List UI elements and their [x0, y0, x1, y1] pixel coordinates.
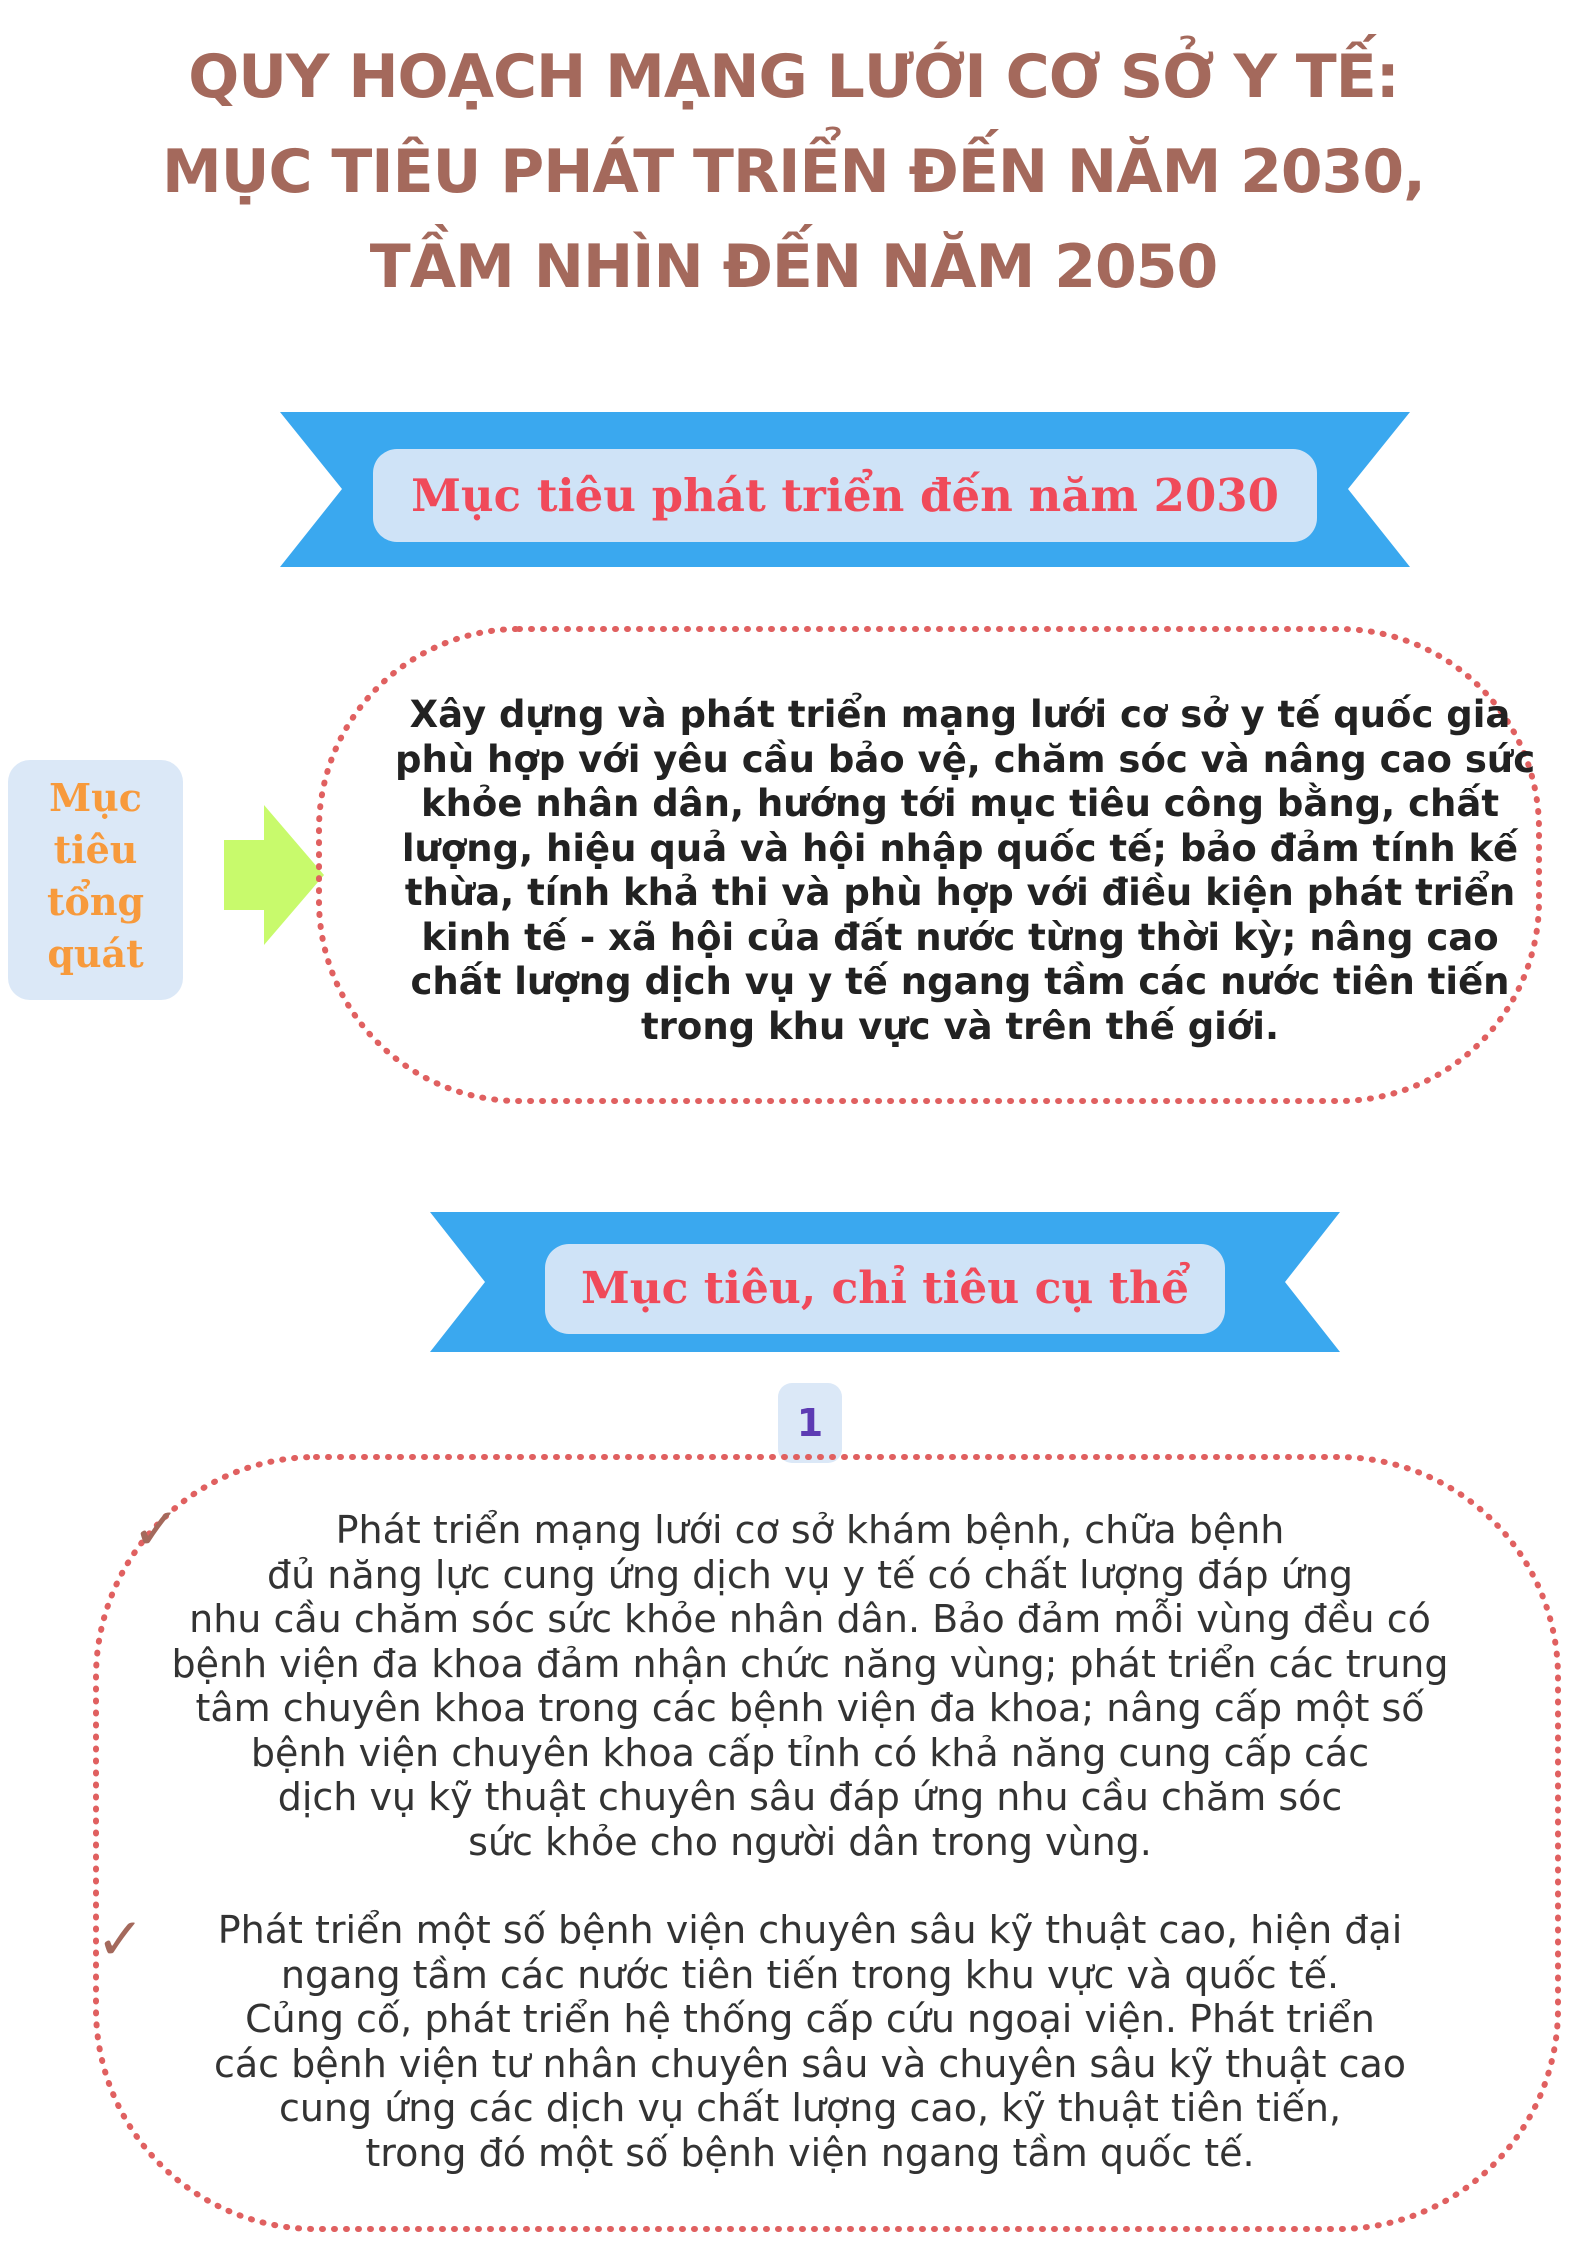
side-tag-line-1: Mục	[49, 775, 142, 820]
title-line-2: MỤC TIÊU PHÁT TRIỂN ĐẾN NĂM 2030,	[162, 137, 1425, 207]
goal-line: phù hợp với yêu cầu bảo vệ, chăm sóc và nâng cao sức	[395, 737, 1536, 781]
side-tag-general-goal	[8, 760, 183, 1000]
goal-line: thừa, tính khả thi và phù hợp với điều kiện phát triển	[404, 871, 1516, 914]
item-line: các bệnh viện tư nhân chuyên sâu và chuyên sâu kỹ thuật cao	[213, 2041, 1407, 2086]
goal-line: Xây dựng và phát triển mạng lưới cơ sở y tế quốc gia	[409, 693, 1511, 736]
goal-line: chất lượng dịch vụ y tế ngang tầm các nước tiên tiến	[410, 960, 1510, 1003]
side-tag-line-2: tiêu	[53, 827, 138, 872]
page-title	[0, 30, 1587, 315]
title-line-1: QUY HOẠCH MẠNG LƯỚI CƠ SỞ Y TẾ:	[188, 42, 1399, 112]
goal-line: kinh tế - xã hội của đất nước từng thời kỳ; nâng cao	[421, 915, 1499, 959]
side-tag-line-3: tổng	[46, 879, 145, 924]
item-line: bệnh viện chuyên khoa cấp tỉnh có khả năng cung cấp các	[250, 1730, 1370, 1775]
section2-ribbon-label: Mục tiêu, chỉ tiêu cụ thể	[545, 1244, 1225, 1334]
goal-item-2	[130, 1908, 1490, 2175]
goal-line: khỏe nhân dân, hướng tới mục tiêu công bằng, chất	[420, 782, 1500, 825]
check-icon: ✓	[132, 1495, 181, 1563]
section2-ribbon	[430, 1212, 1340, 1352]
goal-item-1	[130, 1508, 1490, 1864]
title-line-3: TẦM NHÌN ĐẾN NĂM 2050	[369, 232, 1218, 302]
item-line: Phát triển một số bệnh viện chuyên sâu kỹ thuật cao, hiện đại	[217, 1908, 1403, 1952]
item-number-badge: 1	[778, 1383, 842, 1463]
arrow-right-icon	[224, 805, 324, 945]
goal-line: trong khu vực và trên thế giới.	[640, 1004, 1280, 1048]
section1-ribbon-label: Mục tiêu phát triển đến năm 2030	[373, 449, 1317, 542]
item-line: nhu cầu chăm sóc sức khỏe nhân dân. Bảo đảm mỗi vùng đều có	[189, 1597, 1431, 1641]
item-line: Phát triển mạng lưới cơ sở khám bệnh, chữa bệnh	[335, 1508, 1285, 1552]
item-line: đủ năng lực cung ứng dịch vụ y tế có chất lượng đáp ứng	[266, 1552, 1354, 1597]
item-line: Củng cố, phát triển hệ thống cấp cứu ngoại viện. Phát triển	[245, 1997, 1375, 2041]
item-line: tâm chuyên khoa trong các bệnh viện đa khoa; nâng cấp một số	[195, 1686, 1425, 1730]
item-line: bệnh viện đa khoa đảm nhận chức năng vùng; phát triển các trung	[171, 1641, 1449, 1686]
general-goal-text	[395, 693, 1536, 1049]
goal-line: lượng, hiệu quả và hội nhập quốc tế; bảo đảm tính kế	[401, 826, 1519, 870]
section1-ribbon	[280, 412, 1410, 567]
item-line: trong đó một số bệnh viện ngang tầm quốc tế.	[365, 2130, 1255, 2175]
check-icon: ✓	[96, 1905, 145, 1973]
item-line: dịch vụ kỹ thuật chuyên sâu đáp ứng nhu cầu chăm sóc	[277, 1775, 1343, 1819]
item-line: sức khỏe cho người dân trong vùng.	[468, 1819, 1152, 1864]
item-line: ngang tầm các nước tiên tiến trong khu vực và quốc tế.	[280, 1952, 1340, 1997]
side-tag-line-4: quát	[47, 931, 144, 976]
item-line: cung ứng các dịch vụ chất lượng cao, kỹ thuật tiên tiến,	[278, 2086, 1342, 2130]
